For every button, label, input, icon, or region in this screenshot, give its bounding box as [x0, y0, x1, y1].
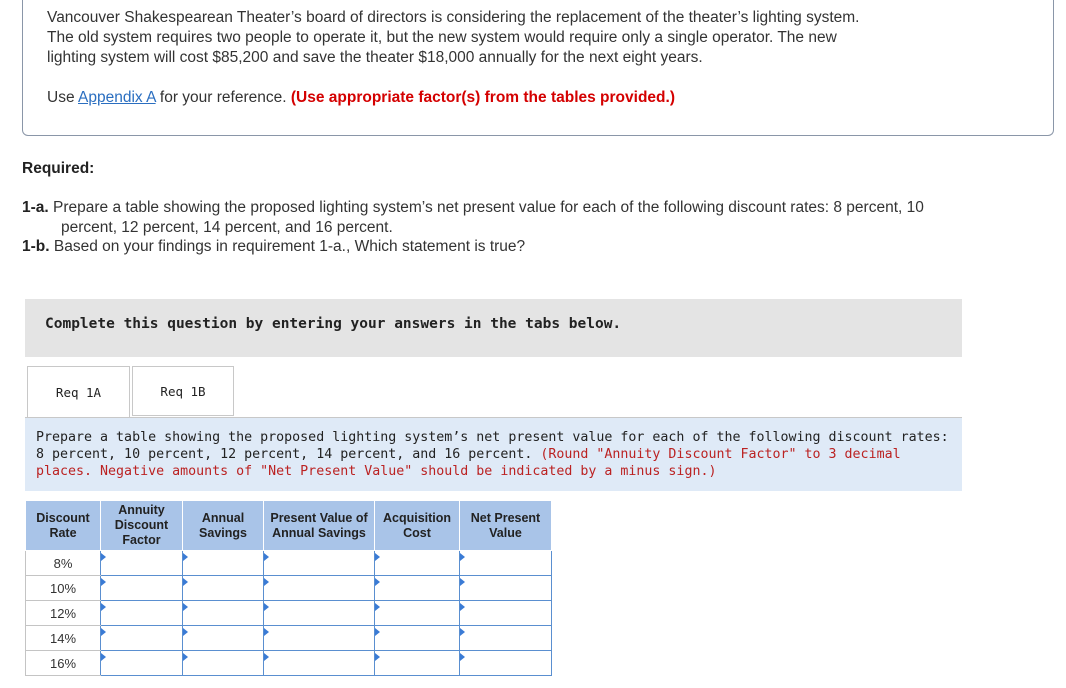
rate-cell: 10%: [26, 576, 101, 601]
reference-suffix: for your reference.: [155, 89, 291, 106]
npv-input[interactable]: [460, 601, 551, 625]
requirement-1a-number: 1-a.: [22, 199, 49, 216]
annuity-factor-input[interactable]: [101, 551, 182, 575]
requirement-1a-text: Prepare a table showing the proposed lighting system’s net present value for each of the following discount rates: 8 percent, 10: [53, 199, 924, 216]
npv-input[interactable]: [460, 576, 551, 600]
header-discount-rate: Discount Rate: [26, 501, 101, 551]
npv-input[interactable]: [460, 651, 551, 675]
acquisition-cost-input[interactable]: [375, 651, 459, 675]
npv-input[interactable]: [460, 626, 551, 650]
instruction-text: Prepare a table showing the proposed lighting system’s net present value for each of the following discount rates: 8 percent, 10 percent, 12 percent, 14 percent, and 16 percent.: [36, 430, 949, 462]
problem-line: lighting system will cost $85,200 and save the theater $18,000 annually for the next eight years.: [47, 49, 703, 66]
table-row: [26, 651, 552, 676]
header-annuity-discount-factor: Annuity Discount Factor: [101, 501, 183, 551]
annual-savings-cell[interactable]: [183, 626, 264, 651]
acquisition-cost-cell[interactable]: [375, 601, 460, 626]
reference-note: (Use appropriate factor(s) from the tables provided.): [290, 89, 675, 106]
present-value-input[interactable]: [264, 551, 374, 575]
present-value-cell[interactable]: [264, 626, 375, 651]
npv-table: [25, 500, 552, 676]
problem-statement: [47, 8, 1007, 68]
present-value-input[interactable]: [264, 601, 374, 625]
rate-cell: 16%: [26, 651, 101, 676]
requirement-1b-number: 1-b.: [22, 238, 50, 255]
table-row: [26, 576, 552, 601]
rate-cell: 12%: [26, 601, 101, 626]
requirement-1a-continuation: percent, 12 percent, 14 percent, and 16 percent.: [61, 219, 393, 236]
header-net-present-value: Net Present Value: [460, 501, 552, 551]
reference-prefix: Use: [47, 89, 79, 106]
instruction-note: (Round "Annuity Discount Factor" to 3 decimal places. Negative amounts of "Net Present Value" should be indicated by a minus sign.): [36, 447, 901, 479]
acquisition-cost-cell[interactable]: [375, 551, 460, 576]
acquisition-cost-cell[interactable]: [375, 576, 460, 601]
present-value-cell[interactable]: [264, 576, 375, 601]
present-value-input[interactable]: [264, 576, 374, 600]
acquisition-cost-cell[interactable]: [375, 651, 460, 676]
present-value-input[interactable]: [264, 626, 374, 650]
table-header-row: [26, 501, 552, 551]
header-acquisition-cost: Acquisition Cost: [375, 501, 460, 551]
annual-savings-input[interactable]: [183, 626, 263, 650]
acquisition-cost-cell[interactable]: [375, 626, 460, 651]
banner-text: Complete this question by entering your answers in the tabs below.: [45, 316, 622, 332]
annuity-factor-input[interactable]: [101, 651, 182, 675]
tab-instructions: [25, 418, 962, 491]
npv-cell[interactable]: [460, 626, 552, 651]
annual-savings-cell[interactable]: [183, 551, 264, 576]
table-row: [26, 601, 552, 626]
acquisition-cost-input[interactable]: [375, 551, 459, 575]
table-row: [26, 626, 552, 651]
required-label: Required:: [22, 160, 95, 177]
annuity-factor-cell[interactable]: [101, 651, 183, 676]
annual-savings-cell[interactable]: [183, 601, 264, 626]
present-value-input[interactable]: [264, 651, 374, 675]
tab-req-1a[interactable]: Req 1A: [27, 366, 130, 418]
annual-savings-input[interactable]: [183, 651, 263, 675]
present-value-cell[interactable]: [264, 601, 375, 626]
problem-line: The old system requires two people to operate it, but the new system would require only a single operator. The new: [47, 29, 837, 46]
annuity-factor-input[interactable]: [101, 576, 182, 600]
annuity-factor-cell[interactable]: [101, 601, 183, 626]
problem-line: Vancouver Shakespearean Theater’s board of directors is considering the replacement of the theater’s lighting system.: [47, 9, 860, 26]
requirement-1b-text: Based on your findings in requirement 1-a., Which statement is true?: [53, 238, 526, 255]
appendix-a-link[interactable]: Appendix A: [78, 89, 156, 106]
npv-cell[interactable]: [460, 551, 552, 576]
annual-savings-cell[interactable]: [183, 576, 264, 601]
annuity-factor-cell[interactable]: [101, 576, 183, 601]
annual-savings-input[interactable]: [183, 576, 263, 600]
reference-line: [47, 88, 675, 108]
annual-savings-cell[interactable]: [183, 651, 264, 676]
tab-req-1b[interactable]: Req 1B: [132, 366, 234, 416]
rate-cell: 8%: [26, 551, 101, 576]
present-value-cell[interactable]: [264, 551, 375, 576]
instructions-banner: [25, 299, 962, 357]
annuity-factor-input[interactable]: [101, 601, 182, 625]
annuity-factor-input[interactable]: [101, 626, 182, 650]
rate-cell: 14%: [26, 626, 101, 651]
acquisition-cost-input[interactable]: [375, 626, 459, 650]
annuity-factor-cell[interactable]: [101, 551, 183, 576]
requirement-1a: [22, 198, 1052, 238]
acquisition-cost-input[interactable]: [375, 601, 459, 625]
table-row: [26, 551, 552, 576]
header-present-value: Present Value of Annual Savings: [264, 501, 375, 551]
requirement-1b: [22, 237, 525, 257]
npv-cell[interactable]: [460, 601, 552, 626]
annual-savings-input[interactable]: [183, 601, 263, 625]
annuity-factor-cell[interactable]: [101, 626, 183, 651]
npv-input[interactable]: [460, 551, 551, 575]
present-value-cell[interactable]: [264, 651, 375, 676]
npv-cell[interactable]: [460, 576, 552, 601]
annual-savings-input[interactable]: [183, 551, 263, 575]
npv-cell[interactable]: [460, 651, 552, 676]
header-annual-savings: Annual Savings: [183, 501, 264, 551]
acquisition-cost-input[interactable]: [375, 576, 459, 600]
